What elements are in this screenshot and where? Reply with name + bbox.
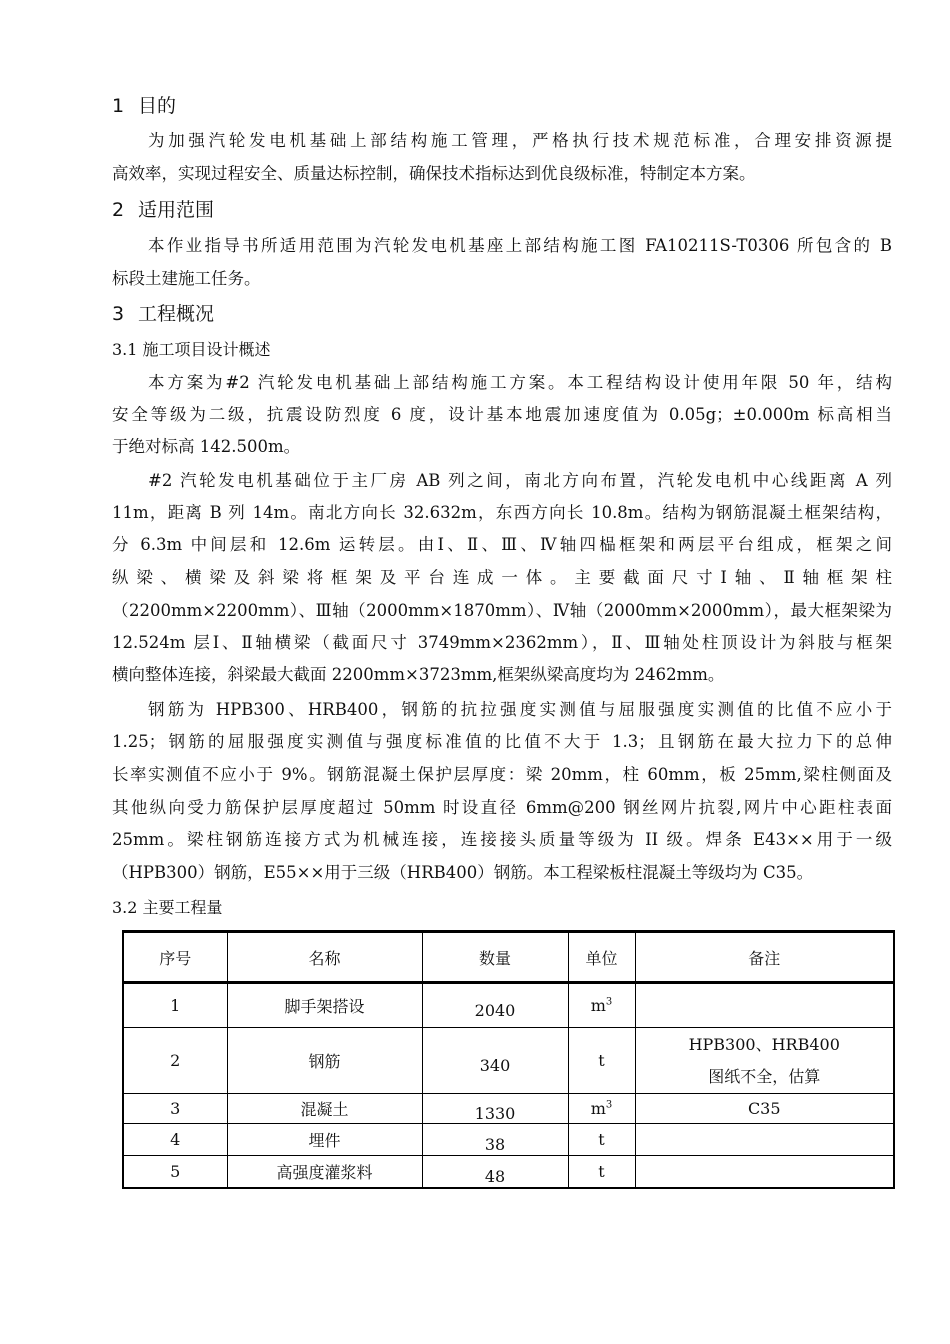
section-title: 目的 (138, 95, 177, 117)
table-row (123, 1094, 894, 1124)
subsection-3-2-heading: 3.2 主要工程量 (112, 898, 223, 917)
paragraph-line: 标段土建施工任务。 (112, 269, 261, 288)
section-title: 适用范围 (138, 199, 215, 221)
header-cell: 数量 (422, 932, 568, 983)
header-cell: 单位 (568, 932, 635, 983)
paragraph-line: 25mm。梁柱钢筋连接方式为机械连接，连接接头质量等级为 II 级。焊条 E43××用于一级 (112, 830, 892, 849)
paragraph-line: 本方案为#2 汽轮发电机基础上部结构施工方案。本工程结构设计使用年限 50 年，结构 (148, 373, 892, 392)
paragraph-line: 高效率，实现过程安全、质量达标控制，确保技术指标达到优良级标准，特制定本方案。 (112, 164, 756, 183)
row-note (635, 1156, 894, 1188)
row-name: 混凝土 (227, 1094, 422, 1124)
table-row (123, 1028, 894, 1094)
paragraph-line: 分 6.3m 中间层和 12.6m 运转层。由Ⅰ、Ⅱ、Ⅲ、Ⅳ轴四榀框架和两层平台组成，框架之间 (112, 535, 892, 554)
paragraph-line: 1.25；钢筋的屈服强度实测值与强度标准值的比值不大于 1.3；且钢筋在最大拉力下的总伸 (112, 732, 892, 751)
section-title: 工程概况 (138, 303, 215, 325)
row-quantity: 48 (422, 1156, 568, 1188)
row-number: 1 (123, 983, 227, 1028)
table-row (123, 983, 894, 1028)
paragraph-line: 横向整体连接，斜梁最大截面 2200mm×3723mm,框架纵梁高度均为 2462mm。 (112, 665, 725, 684)
row-unit: t (568, 1124, 635, 1156)
row-unit: $m^3$ (568, 1094, 635, 1124)
row-unit: t (568, 1156, 635, 1188)
row-number: 5 (123, 1156, 227, 1188)
section-2-heading (112, 198, 214, 222)
paragraph-line: 于绝对标高 142.500m。 (112, 437, 301, 456)
row-number: 2 (123, 1028, 227, 1094)
quantities-table (122, 930, 895, 1189)
row-quantity: 340 (422, 1028, 568, 1094)
paragraph-line: 为加强汽轮发电机基础上部结构施工管理，严格执行技术规范标准，合理安排资源提 (148, 131, 892, 150)
table-row (123, 1156, 894, 1188)
row-number: 4 (123, 1124, 227, 1156)
row-name: 埋件 (227, 1124, 422, 1156)
row-note (635, 1124, 894, 1156)
section-number: 1 (112, 95, 125, 117)
paragraph-line: 其他纵向受力筋保护层厚度超过 50mm 时设直径 6mm@200 钢丝网片抗裂,网片中心距柱表面 (112, 798, 892, 817)
section-number: 3 (112, 303, 125, 325)
table-header-row (123, 932, 894, 983)
paragraph-line: 钢筋为 HPB300、HRB400，钢筋的抗拉强度实测值与屈服强度实测值的比值不应小于 (148, 700, 892, 719)
paragraph-line: 安全等级为二级，抗震设防烈度 6 度，设计基本地震加速度值为 0.05g；±0.000m 标高相当 (112, 405, 892, 424)
paragraph-line: #2 汽轮发电机基础位于主厂房 AB 列之间，南北方向布置，汽轮发电机中心线距离 A 列 (148, 471, 892, 490)
row-unit: $m^3$ (568, 983, 635, 1028)
row-note: HPB300、HRB400 图纸不全，估算 (635, 1028, 894, 1094)
section-3-heading (112, 302, 214, 326)
paragraph-line: （2200mm×2200mm）、Ⅲ轴（2000mm×1870mm）、Ⅳ轴（2000mm×2000mm），最大框架梁为 (112, 601, 892, 620)
row-name: 钢筋 (227, 1028, 422, 1094)
row-unit: t (568, 1028, 635, 1094)
paragraph-line: 纵梁、横梁及斜梁将框架及平台连成一体。主要截面尺寸Ⅰ轴、Ⅱ轴框架柱 (112, 568, 892, 587)
row-quantity: 2040 (422, 983, 568, 1028)
section-1-heading (112, 94, 176, 118)
row-number: 3 (123, 1094, 227, 1124)
paragraph-line: 本作业指导书所适用范围为汽轮发电机基座上部结构施工图 FA10211S-T0306 所包含的 B (148, 236, 892, 255)
paragraph-line: 12.524m 层Ⅰ、Ⅱ轴横梁（截面尺寸 3749mm×2362mm），Ⅱ、Ⅲ轴处柱顶设计为斜肢与框架 (112, 633, 892, 652)
row-note (635, 983, 894, 1028)
header-cell: 序号 (123, 932, 227, 983)
row-note: C35 (635, 1094, 894, 1124)
paragraph-line: 11m，距离 B 列 14m。南北方向长 32.632m，东西方向长 10.8m。结构为钢筋混凝土框架结构， (112, 503, 892, 522)
header-cell: 备注 (635, 932, 894, 983)
subsection-3-1-heading: 3.1 施工项目设计概述 (112, 340, 271, 359)
row-quantity: 1330 (422, 1094, 568, 1124)
paragraph-line: （HPB300）钢筋，E55××用于三级（HRB400）钢筋。本工程梁板柱混凝土等级均为 C35。 (112, 863, 814, 882)
row-quantity: 38 (422, 1124, 568, 1156)
table-row (123, 1124, 894, 1156)
row-name: 高强度灌浆料 (227, 1156, 422, 1188)
section-number: 2 (112, 199, 125, 221)
header-cell: 名称 (227, 932, 422, 983)
paragraph-line: 长率实测值不应小于 9%。钢筋混凝土保护层厚度：梁 20mm，柱 60mm，板 25mm,梁柱侧面及 (112, 765, 892, 784)
row-name: 脚手架搭设 (227, 983, 422, 1028)
